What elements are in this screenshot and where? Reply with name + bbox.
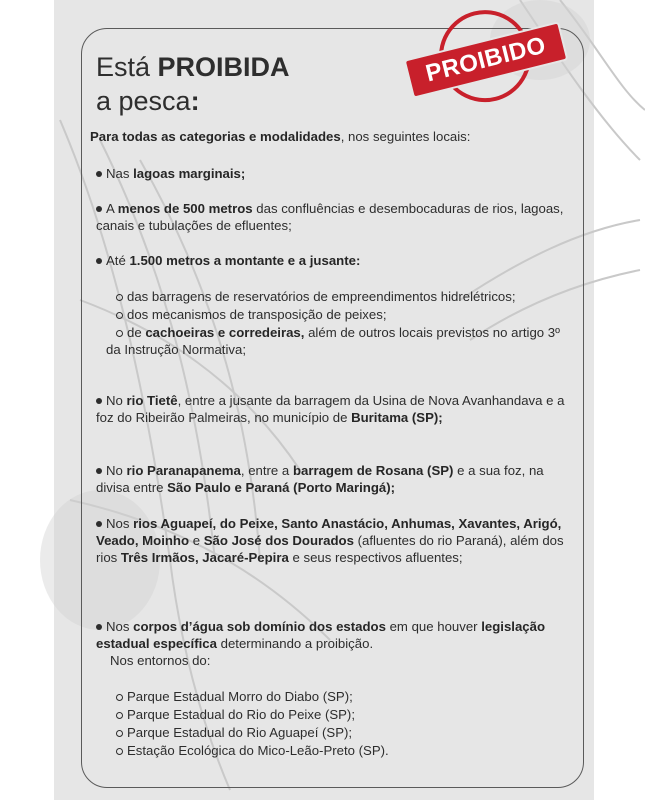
bullet-icon (96, 206, 102, 212)
park-item: Parque Estadual Morro do Diabo (SP); (90, 688, 586, 705)
circle-bullet-icon (116, 312, 123, 319)
list-item: A menos de 500 metros das confluências e desembocaduras de rios, lagoas, canais e tubulações de efluentes; (96, 201, 564, 233)
circle-bullet-icon (116, 748, 123, 755)
page-title: Está PROIBIDA a pesca: (96, 52, 290, 116)
bullet-icon (96, 468, 102, 474)
list-item: Nas lagoas marginais; (90, 165, 566, 182)
circle-bullet-icon (116, 294, 123, 301)
list-item: No rio Tietê, entre a jusante da barragem da Usina de Nova Avanhandava e a foz do Ribeirão Palmeiras, no município de Buritama (SP); (96, 393, 565, 425)
list-item: Nos rios Aguapeí, do Peixe, Santo Anastácio, Anhumas, Xavantes, Arigó, Veado, Moinho e São José dos Dourados (afluentes do rio Paraná), além dos rios Três Irmãos, Jacaré-Pepira e seus respectivos afluentes; (96, 516, 564, 565)
list-item: Até 1.500 metros a montante e a jusante: (90, 252, 566, 269)
circle-bullet-icon (116, 712, 123, 719)
bullet-icon (96, 398, 102, 404)
park-item: Parque Estadual do Rio Aguapeí (SP); (90, 724, 586, 741)
bullet-icon (96, 171, 102, 177)
intro-text: Para todas as categorias e modalidades, nos seguintes locais: (90, 129, 471, 144)
circle-bullet-icon (116, 730, 123, 737)
park-item: Parque Estadual do Rio do Peixe (SP); (90, 706, 586, 723)
list-item: Nos corpos d’água sob domínio dos estados em que houver legislação estadual específica determinando a proibição. (96, 619, 546, 651)
circle-bullet-icon (116, 694, 123, 701)
circle-bullet-icon (116, 330, 123, 337)
bullet-icon (96, 521, 102, 527)
bullet-icon (96, 624, 102, 630)
sub-item: das barragens de reservatórios de empreendimentos hidrelétricos; (90, 288, 586, 305)
entornos-label: Nos entornos do: (110, 653, 211, 668)
list-item: No rio Paranapanema, entre a barragem de Rosana (SP) e a sua foz, na divisa entre São Paulo e Paraná (Porto Maringá); (96, 463, 544, 495)
park-item: Estação Ecológica do Mico-Leão-Preto (SP). (90, 742, 586, 759)
sub-item: de cachoeiras e corredeiras, além de outros locais previstos no artigo 3º da Instrução Normativa; (106, 325, 560, 357)
sub-item: dos mecanismos de transposição de peixes; (90, 306, 586, 323)
bullet-icon (96, 258, 102, 264)
stamp-label: PROIBIDO (404, 21, 569, 99)
